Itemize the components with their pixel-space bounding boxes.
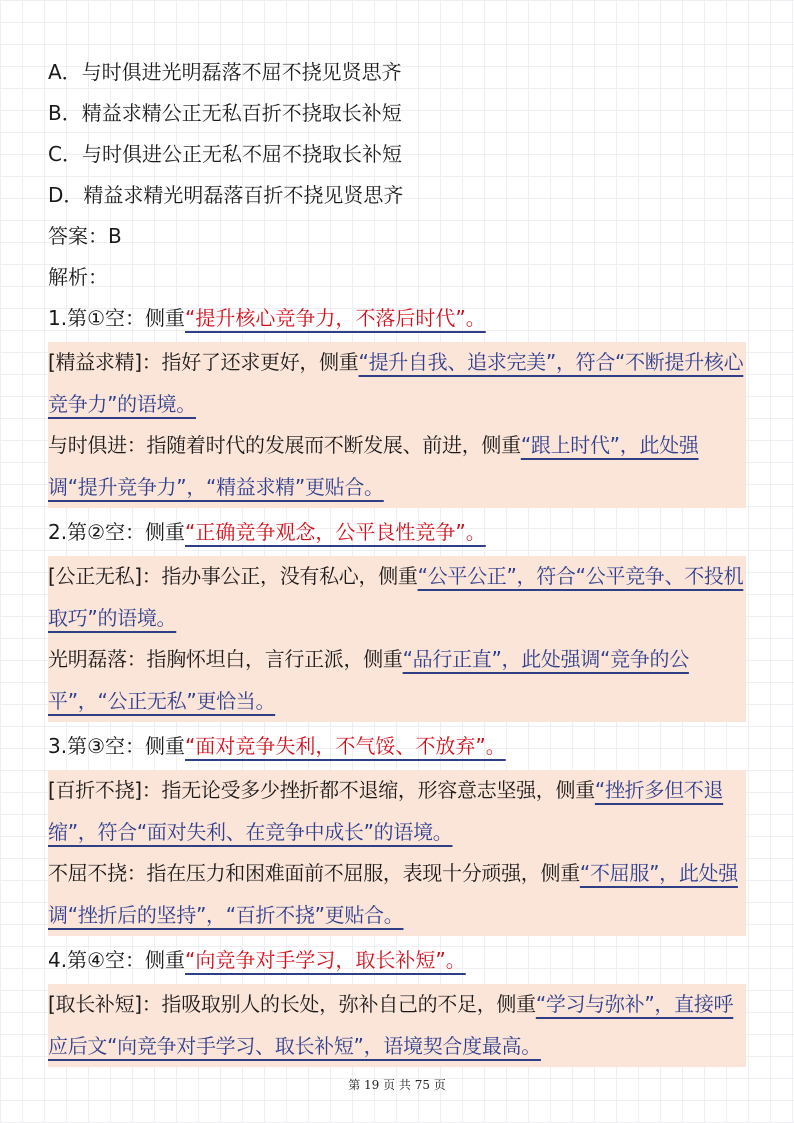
blank1-focus: “提升核心竞争力，不落后时代”。 — [185, 306, 486, 330]
blank4-item1-focus: “学习与弥补”，直接呼应后文“向竞争对手学习、取长补短”，语境契合度最高。 — [48, 992, 734, 1058]
option-c: C．与时俱进公正无私不屈不挠取长补短 — [48, 142, 402, 166]
blank2-item2-focus: “品行正直”，此处强调“竞争的公平”，“公正无私”更恰当。 — [48, 647, 689, 713]
blank1-item1 — [48, 342, 746, 425]
blank1-lead: 1.第①空：侧重 — [48, 306, 186, 330]
blank3-explanation — [48, 770, 746, 936]
blank2-item1 — [48, 556, 746, 639]
option-d: D．精益求精光明磊落百折不挠见贤思齐 — [48, 183, 404, 207]
blank1-item2-text: 与时俱进：指随着时代的发展而不断发展、前进，侧重 — [48, 433, 521, 457]
document-body — [48, 52, 746, 1071]
option-a: A．与时俱进光明磊落不屈不挠见贤思齐 — [48, 60, 402, 84]
blank3-item1-focus: “挫折多但不退缩”，符合“面对失利、在竞争中成长”的语境。 — [48, 778, 724, 844]
blank3-item1-text: [百折不挠]：指无论受多少挫折都不退缩，形容意志坚强，侧重 — [48, 778, 595, 802]
blank1-item2 — [48, 425, 746, 508]
blank1-item2-focus: “跟上时代”，此处强调“提升竞争力”，“精益求精”更贴合。 — [48, 433, 699, 499]
blank4-item1-text: [取长补短]：指吸取别人的长处，弥补自己的不足，侧重 — [48, 992, 536, 1016]
blank2-item1-text: [公正无私]：指办事公正，没有私心，侧重 — [48, 564, 418, 588]
blank4-lead: 4.第④空：侧重 — [48, 948, 186, 972]
blank2-item1-focus: “公平公正”，符合“公平竞争、不投机取巧”的语境。 — [48, 564, 744, 630]
blank2-focus: “正确竞争观念，公平良性竞争”。 — [185, 520, 486, 544]
blank4-explanation — [48, 984, 746, 1067]
blank3-item2 — [48, 853, 746, 936]
blank2-lead: 2.第②空：侧重 — [48, 520, 186, 544]
blank4-heading — [48, 940, 746, 981]
option-b: B．精益求精公正无私百折不挠取长补短 — [48, 101, 402, 125]
blank3-item2-focus: “不屈服”，此处强调“挫折后的坚持”，“百折不挠”更贴合。 — [48, 861, 738, 927]
blank3-item1 — [48, 770, 746, 853]
analysis-label: 解析： — [48, 265, 108, 289]
blank4-item1 — [48, 984, 746, 1067]
blank2-heading — [48, 512, 746, 553]
blank3-heading — [48, 726, 746, 767]
blank3-lead: 3.第③空：侧重 — [48, 734, 186, 758]
blank4-focus: “向竞争对手学习，取长补短”。 — [185, 948, 466, 972]
blank3-focus: “面对竞争失利，不气馁、不放弃”。 — [185, 734, 506, 758]
blank3-item2-text: 不屈不挠：指在压力和困难面前不屈服，表现十分顽强，侧重 — [48, 861, 580, 885]
blank1-explanation — [48, 342, 746, 508]
page-footer: 第 19 页 共 75 页 — [348, 1078, 446, 1092]
blank2-explanation — [48, 556, 746, 722]
blank1-item1-focus: “提升自我、追求完美”，符合“不断提升核心竞争力”的语境。 — [48, 350, 744, 416]
blank1-heading — [48, 298, 746, 339]
answer-line: 答案：B — [48, 224, 122, 248]
blank1-item1-text: [精益求精]：指好了还求更好，侧重 — [48, 350, 359, 374]
blank2-item2 — [48, 639, 746, 722]
blank2-item2-text: 光明磊落：指胸怀坦白，言行正派，侧重 — [48, 647, 403, 671]
